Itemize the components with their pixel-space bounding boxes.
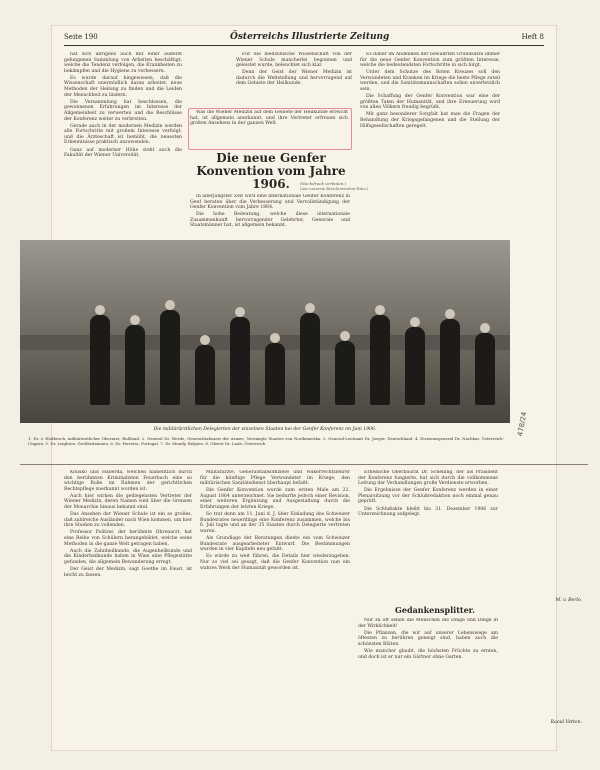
delegate-figure (335, 341, 355, 405)
text-column-bottom-left: Kolisko und Haberda, welchen namentlich durch den berühmten Kriminalisten Feuerbach eine so wichtige Rolle im Rahmen der gerichtlichen Rechtspflege zuerkannt worden ist. Auch hier wirken die gediegensten Vertreter der Wiener Medizin, deren Namen weit über die Grenzen der Monarchie hinaus bekannt sind. Das Ansehen der Wiener Schule ist ein so großes, daß zahlreiche Ausländer nach Wien kommen, um hier ihre Studien zu vollenden. Professor Politzer, der berühmte Ohrenarzt, hat eine Reihe von Schülern herangebildet, welche seine Methoden in die ganze Welt getragen haben. Auch die Zahnheilkunde, die Augenheilkunde und die Kinderheilkunde haben in Wien eine Pflegestätte gefunden, die allgemein Bewunderung erregt. Der Geist der Medizin, sagt Goethe im Faust, ist leicht zu fassen. (64, 470, 192, 578)
text-column-top-left: hat sich übrigens auch mit einer äußerst gelungenen Sammlung von Arbeiten beschäftigt, welche die Tendenz verfolgen, die Krankheiten zu bekämpfen und die Hygiene zu verbessern. Es wurde darauf hingewiesen, daß die Wissenschaft unermüdlich daran arbeitet, neue Methoden der Heilung zu finden und die Leiden der Menschheit zu lindern. Die Versammlung hat beschlossen, die gewonnenen Erfahrungen im Interesse der Allgemeinheit zu verwerten und die Beschlüsse der Konferenz weiter zu verbreiten. Gerade auch in der modernen Medizin werden alle Fortschritte mit großem Interesse verfolgt, und die Ärzteschaft ist bemüht, die neuesten Erkenntnisse praktisch anzuwenden. Ganz auf moderner Höhe steht auch die Fakultät der Wiener Universität. (64, 52, 182, 159)
delegate-figure (265, 343, 285, 405)
delegates-group-photo (20, 240, 510, 423)
delegate-figure (440, 319, 460, 405)
article-intro: In allerjüngster Zeit wird eine internationale Genfer Konferenz in Genf beraten über die Verbesserung und Vervollständigung der Genfer Konvention vom Jahre 1864. Die hohe Bedeutung, welche diese internationale Zusammenkunft hervorragender Gelehrter, Generale und Staatsmänner hat, ist allgemein bekannt. (190, 194, 350, 229)
page-number: Seite 190 (64, 33, 98, 41)
text-column-top-middle: Für die medizinische Wissenschaft von der Wiener Schule mancherlei begonnen und geleistet wurde, beleuchtet sich klar. Denn der Geist der Wiener Medizin ist dadurch die Weltstellung und hervorragend auf dem Gebiete der Heilkunde. (236, 52, 352, 87)
gedankensplitter-title: Gedankensplitter. (395, 605, 475, 615)
page-header (64, 30, 544, 44)
gedankensplitter-text: Nur zu oft sehen die Menschen die Dinge und Dinge in der Wirklichkeit! Die Pflanzen, die wir auf unserer Lebenswege am öftesten zu berühren geneigt sind, haben auch die schönsten Blüten. Wie mancher glaubt, die höchsten Früchte zu ernten, und doch ist er nur ein Gärtner ohne Garten. (358, 618, 498, 660)
text-column-bottom-right: Erhebliche Oberbaurat Dr. Schelling, der als Präsident der Konferenz fungierte, hat sich durch die vollkommene Leitung der Verhandlungen große Verdienste erworben. Die Ergebnisse der Genfer Konferenz werden in einer Plenarsitzung vor der Schlußredaktion noch einmal genau geprüft. Die Schlußakte bleibt bis 31. Dezember 1906 zur Unterzeichnung aufgelegt. (358, 470, 498, 518)
delegate-figure (405, 327, 425, 405)
article-signature: M. v. Berlo. (555, 598, 582, 603)
delegate-figure (370, 315, 390, 405)
issue-number: Heft 8 (521, 33, 544, 41)
text-column-bottom-middle: Militärärzte, Generalstabsoffiziere und Völkerrechtslehrer für die künftige Pflege Verwundeter im Kriege, den militärischen Sanitätsdienst überhaupt befaßt. Die Genfer Konvention wurde zum ersten Male am 22. August 1864 unterzeichnet. Sie bedurfte jedoch einer Revision, einer weiteren Ergänzung und Ausgestaltung durch die Erfahrungen der letzten Kriege. So trat denn am 11. Juni d. J. über Einladung des Schweizer Bundesrates neuerdings eine Konferenz zusammen, welche bis 6. Juli tagte und an der 35 Staaten durch Delegierte vertreten waren. Als Grundlage der Beratungen diente ein vom Schweizer Bundesrate ausgearbeiteter Entwurf. Die Bestimmungen wurden in vier Kapiteln neu gefaßt. Es würde zu weit führen, die Details hier wiederzugeben. Nur so viel sei gesagt, daß die Genfer Konvention nun ein wahres Werk der Humanität geworden ist. (200, 470, 350, 571)
article-byline: (Nachdruck verboten.) (300, 181, 347, 186)
article-title: Die neue Genfer Konvention vom Jahre 1906. (196, 151, 346, 191)
delegate-figure (125, 325, 145, 405)
archive-stamp: 478/24 (516, 411, 529, 437)
newspaper-title: Österreichs Illustrierte Zeitung (230, 32, 390, 42)
delegate-figure (300, 313, 320, 405)
article-source: (Aus unserem Berichterstatter-Büro.) (300, 187, 369, 191)
section-rule (20, 464, 588, 465)
header-rule (64, 45, 544, 46)
delegate-figure (160, 310, 180, 405)
text-column-top-right: Es daher im Andenken der bewährten Grundsätze immer für die neue Genfer Konvention zum größten Interesse, welche die bedeutendsten Fortschritte in sich birgt. Unter dem Schutze des Roten Kreuzes soll den Verwundeten und Kranken im Kriege die beste Pflege zuteil werden, und die Sanitätsmannschaften sollen unverletzlich sein. Die Schaffung der Genfer Konvention war eine der größten Taten der Humanität, und ihre Erneuerung wird von allen Völkern freudig begrüßt. Mit ganz besonderer Sorgfalt hat man die Fragen der Behandlung der Kriegsgefangenen und die Stellung der Hilfsgesellschaften geregelt. (360, 52, 500, 129)
delegate-figure (230, 317, 250, 405)
photo-caption: Die militärärztlichen Delegierten der einzelnen Staaten bei der Genfer Konferenz im Juni 1906. (153, 427, 377, 432)
delegate-figure (475, 333, 495, 405)
gedankensplitter-author: Raoul Vetton. (550, 720, 582, 725)
highlighted-passage: Was die Wiener Medizin auf dem Gebiete der Heilkunde erreicht hat, ist allgemein anerkannt, und ihre Vertreter erfreuen sich großen Ansehens in der ganzen Welt. (190, 110, 348, 127)
photo-legend: 1. Dr. v. Hodbesch, militärärztlicher Oberarzt, Rußland. 2. General Dr. Werde, Generalstabsarzt der Armee, Vereinigte Staaten von Nordamerika. 3. General-Leutnant Dr. Jaeger, Deutschland. 4. Divisionsgeneral Dr. Nachbar, Österreich-Ungarn. 5. Dr. Leighton, Großbritannien. 6. Dr. Ferreira, Portugal. 7. Dr. Mundy, Belgien. 8. Oberst Dr. Laub, Österreich. (28, 436, 504, 446)
delegate-figure (90, 315, 110, 405)
delegate-figure (195, 345, 215, 405)
